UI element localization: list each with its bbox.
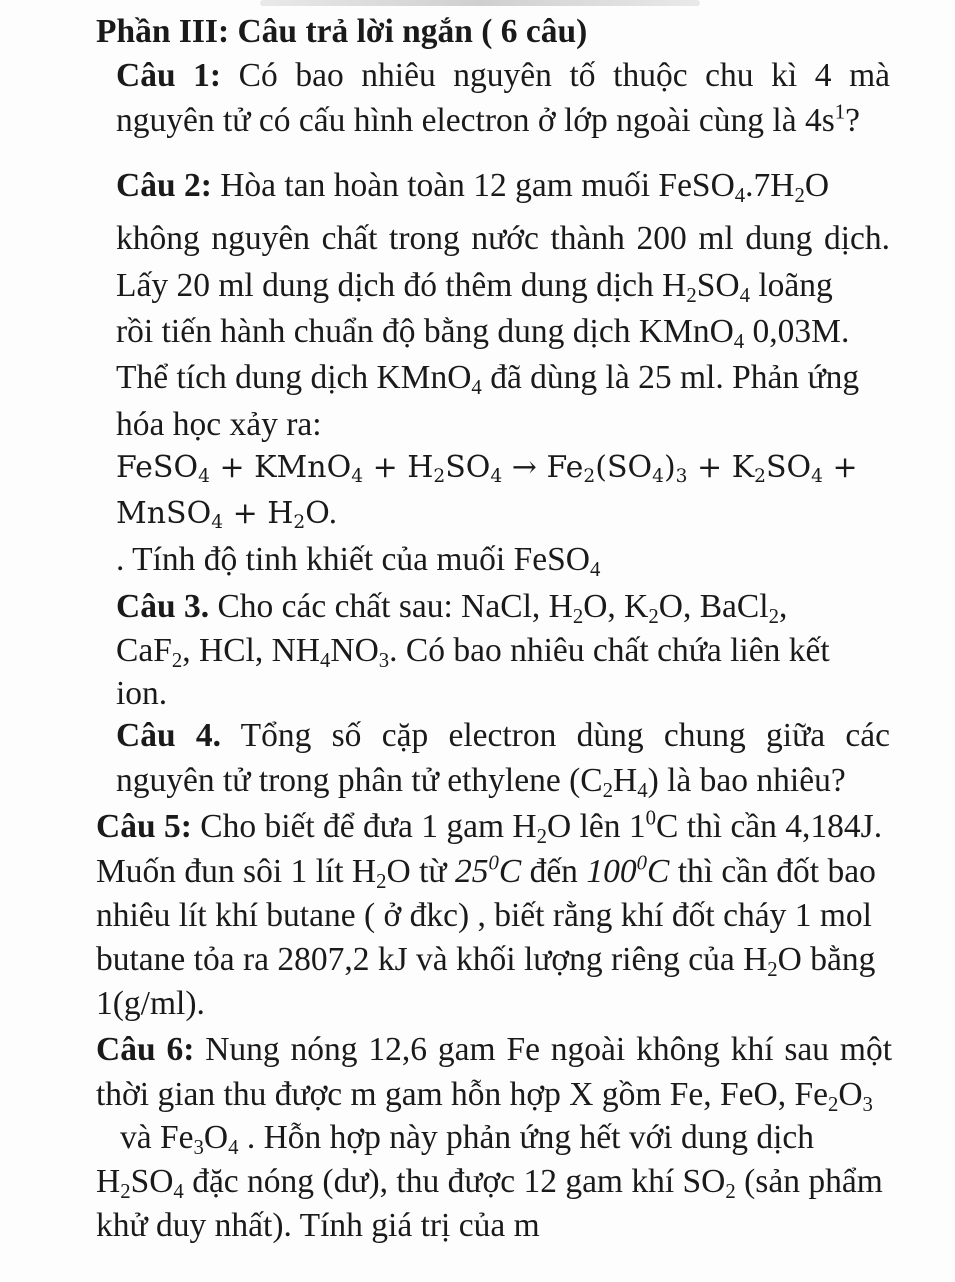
question-4-label: Câu 4. xyxy=(116,717,221,754)
question-5-line-5: 1(g/ml). xyxy=(96,985,205,1022)
question-6-line-4: $H_2SO_4$ đặc nóng (dư), thu được 12 gam khí $SO_2$ (sản phẩm xyxy=(96,1163,883,1203)
question-5-line-2: Muốn đun sôi 1 lít $H_2O$ từ $25^0C$ đến $100^0C$ thì cần đốt bao xyxy=(96,851,876,893)
question-2-line-3: Lấy 20 ml dung dịch đó thêm dung dịch $H_2SO_4$ loãng xyxy=(116,267,833,307)
question-1-label: Câu 1: xyxy=(116,57,222,94)
question-5-line-1: Câu 5: Cho biết để đưa 1 gam $H_2O$ lên $1^0C$ thì cần 4,184J. xyxy=(96,806,883,848)
question-2-line-5: Thể tích dung dịch KMnO$_4$ đã dùng là 25 ml. Phản ứng xyxy=(116,359,860,399)
question-2-line-2: không nguyên chất trong nước thành 200 ml dung dịch. xyxy=(116,220,890,257)
question-6-line-2: thời gian thu được m gam hỗn hợp X gồm Fe, FeO, $Fe_2O_3$ xyxy=(96,1076,873,1116)
question-3-line-1: Câu 3. Cho các chất sau: NaCl, $H_2O$, $K_2O$, BaCl$_2$, xyxy=(116,588,788,628)
reaction-equation-line-1: FeSO$_4$ + KMnO$_4$ + $H_2SO_4 \to Fe_2(SO_4)_3 + K_2SO_4$ + xyxy=(116,450,858,488)
section-heading: Phần III: Câu trả lời ngắn ( 6 câu) xyxy=(96,13,588,50)
question-5-label: Câu 5: xyxy=(96,808,192,845)
question-2-line-4: rồi tiến hành chuẩn độ bằng dung dịch KMnO$_4$ 0,03M. xyxy=(116,313,850,353)
cropped-previous-text xyxy=(260,0,700,6)
question-4-line-1: Câu 4. Tổng số cặp electron dùng chung giữa các xyxy=(116,717,890,754)
question-2-line-1: Câu 2: Hòa tan hoàn toàn 12 gam muối $FeSO_4.7H_2O$ xyxy=(116,167,830,207)
question-1-line-1: Câu 1: Có bao nhiêu nguyên tố thuộc chu kì 4 mà xyxy=(116,57,890,94)
question-6-line-3: và $Fe_3O_4$ . Hỗn hợp này phản ứng hết với dung dịch xyxy=(120,1119,815,1159)
question-4-line-2: nguyên tử trong phân tử ethylene $(C_2H_4)$ là bao nhiêu? xyxy=(116,762,846,802)
question-1-line-2: nguyên tử có cấu hình electron ở lớp ngoài cùng là $4s^1$? xyxy=(116,100,861,139)
question-3-line-2: CaF$_2$, HCl, $NH_4NO_3$. Có bao nhiêu chất chứa liên kết xyxy=(116,632,830,672)
question-3-label: Câu 3. xyxy=(116,588,210,625)
question-6-label: Câu 6: xyxy=(96,1031,195,1068)
question-2-line-9: . Tính độ tinh khiết của muối FeSO$_4$ xyxy=(116,541,601,581)
question-5-line-4: butane tỏa ra 2807,2 kJ và khối lượng riêng của $H_2O$ bằng xyxy=(96,941,876,981)
reaction-equation-line-2: MnSO$_4$ + $H_2O$. xyxy=(116,496,338,534)
question-6-line-5: khử duy nhất). Tính giá trị của m xyxy=(96,1207,540,1244)
question-2-label: Câu 2: xyxy=(116,167,212,204)
question-2-line-6: hóa học xảy ra: xyxy=(116,406,322,443)
question-6-line-1: Câu 6: Nung nóng 12,6 gam Fe ngoài không khí sau một xyxy=(96,1031,893,1068)
question-3-line-3: ion. xyxy=(116,675,168,712)
question-5-line-3: nhiêu lít khí butane ( ở đkc) , biết rằng khí đốt cháy 1 mol xyxy=(96,897,872,934)
